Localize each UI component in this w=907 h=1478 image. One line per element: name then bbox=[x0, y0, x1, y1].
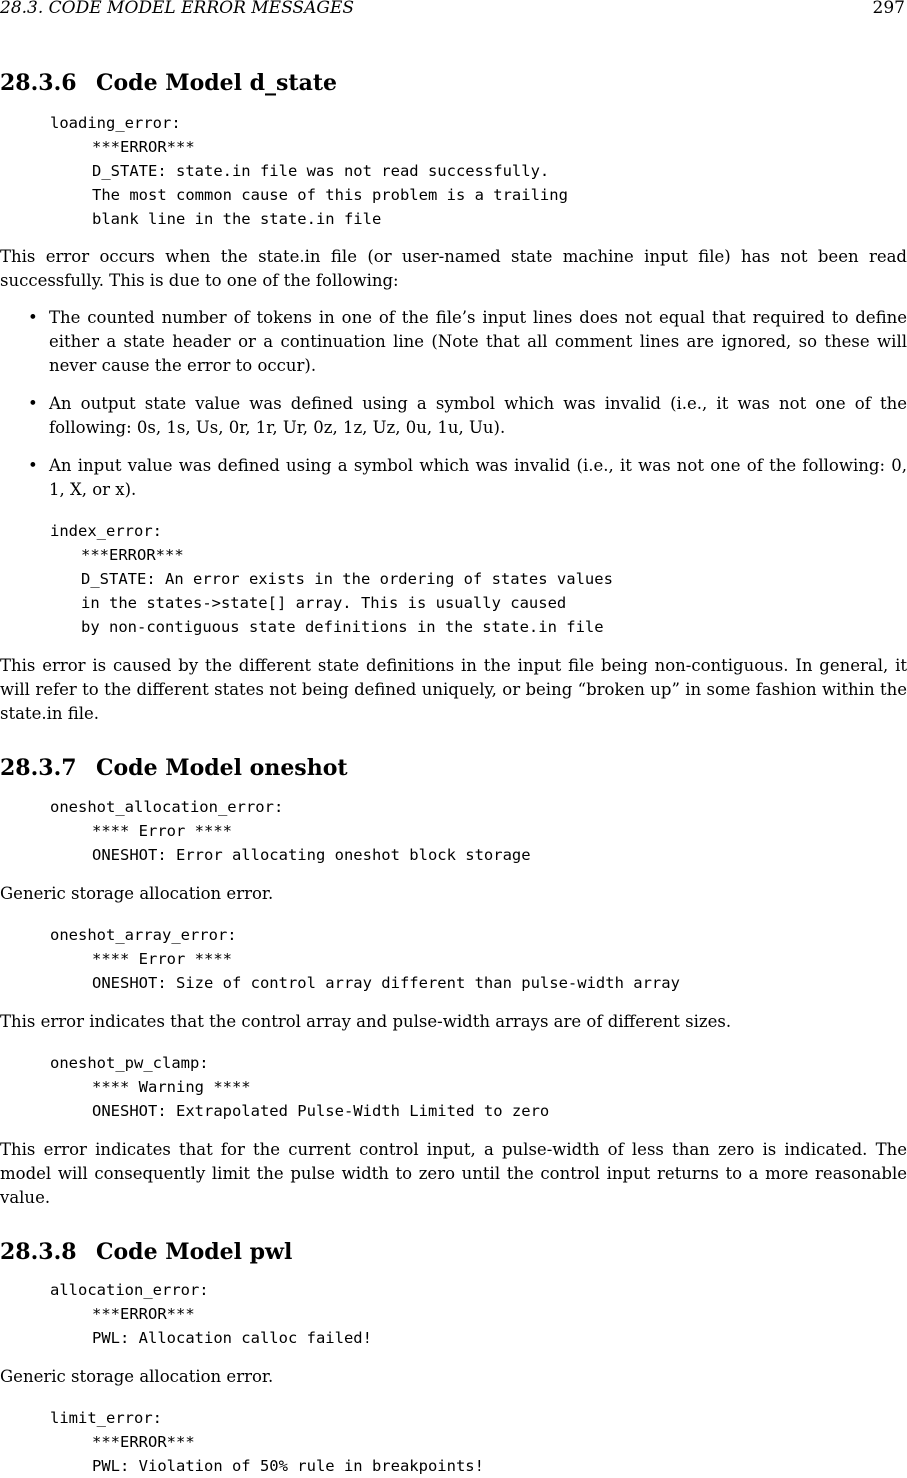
section-number: 28.3.8 bbox=[0, 1239, 77, 1265]
error-name-loading-error: loading_error: bbox=[50, 114, 181, 132]
code-line: **** Warning **** bbox=[92, 1078, 251, 1096]
running-header-title: 28.3. CODE MODEL ERROR MESSAGES bbox=[0, 0, 354, 18]
error-name-allocation-error: allocation_error: bbox=[50, 1281, 209, 1299]
section-heading-d-state bbox=[0, 70, 337, 96]
page-number: 297 bbox=[872, 0, 905, 18]
error-name-oneshot-array-error: oneshot_array_error: bbox=[50, 926, 237, 944]
section-title: Code Model oneshot bbox=[96, 755, 348, 781]
list-item: • An output state value was defined using a symbol which was invalid (i.e., it was not one of the following: 0s, 1s, Us, 0r, 1r, Ur, 0z, 1z, Uz, 0u, 1u, Uu). bbox=[28, 394, 907, 437]
error-name-index-error: index_error: bbox=[50, 522, 162, 540]
code-line: The most common cause of this problem is a trailing bbox=[92, 186, 568, 204]
section-heading-oneshot bbox=[0, 755, 348, 781]
code-line: ***ERROR*** bbox=[92, 1433, 195, 1451]
paragraph-pwl-allocation: Generic storage allocation error. bbox=[0, 1367, 274, 1386]
code-line: ONESHOT: Extrapolated Pulse-Width Limited to zero bbox=[92, 1102, 550, 1120]
paragraph-loading-error: This error occurs when the state.in file (or user-named state machine input file) has not been read successfully. This is due to one of the following: bbox=[0, 247, 907, 290]
paragraph-oneshot-allocation: Generic storage allocation error. bbox=[0, 884, 274, 903]
paragraph-oneshot-pw-clamp: This error indicates that for the current control input, a pulse-width of less than zero is indicated. The model will consequently limit the pulse width to zero until the control input returns to a more reasonable value. bbox=[0, 1140, 907, 1207]
code-line: ***ERROR*** bbox=[92, 1305, 195, 1323]
paragraph-index-error: This error is caused by the different state definitions in the input file being non-contiguous. In general, it will refer to the different states not being defined uniquely, or being “broken up” in some fashion within the state.in file. bbox=[0, 656, 907, 723]
section-heading-pwl bbox=[0, 1239, 292, 1265]
code-line: ONESHOT: Size of control array different than pulse-width array bbox=[92, 974, 680, 992]
code-line: D_STATE: state.in file was not read successfully. bbox=[92, 162, 550, 180]
section-number: 28.3.7 bbox=[0, 755, 77, 781]
error-name-oneshot-allocation-error: oneshot_allocation_error: bbox=[50, 798, 284, 816]
code-line: blank line in the state.in file bbox=[92, 210, 382, 228]
error-name-limit-error: limit_error: bbox=[50, 1409, 162, 1427]
code-line: ONESHOT: Error allocating oneshot block storage bbox=[92, 846, 531, 864]
list-item: • The counted number of tokens in one of the file’s input lines does not equal that required to define either a state header or a continuation line (Note that all comment lines are ignored, so these will never cause the error to occur). bbox=[28, 308, 907, 375]
error-name-oneshot-pw-clamp: oneshot_pw_clamp: bbox=[50, 1054, 209, 1072]
section-title: Code Model pwl bbox=[96, 1239, 293, 1265]
code-line: by non-contiguous state definitions in the state.in file bbox=[81, 618, 604, 636]
code-line: PWL: Allocation calloc failed! bbox=[92, 1329, 372, 1347]
section-number: 28.3.6 bbox=[0, 70, 77, 96]
code-line: **** Error **** bbox=[92, 822, 232, 840]
code-line: ***ERROR*** bbox=[81, 546, 184, 564]
code-line: PWL: Violation of 50% rule in breakpoints! bbox=[92, 1457, 484, 1475]
code-line: **** Error **** bbox=[92, 950, 232, 968]
code-line: in the states->state[] array. This is usually caused bbox=[81, 594, 567, 612]
list-item: • An input value was defined using a symbol which was invalid (i.e., it was not one of the following: 0, 1, X, or x). bbox=[28, 456, 907, 499]
code-line: D_STATE: An error exists in the ordering of states values bbox=[81, 570, 613, 588]
code-line: ***ERROR*** bbox=[92, 138, 195, 156]
section-title: Code Model d_state bbox=[96, 70, 337, 96]
paragraph-oneshot-array: This error indicates that the control array and pulse-width arrays are of different sizes. bbox=[0, 1012, 732, 1031]
